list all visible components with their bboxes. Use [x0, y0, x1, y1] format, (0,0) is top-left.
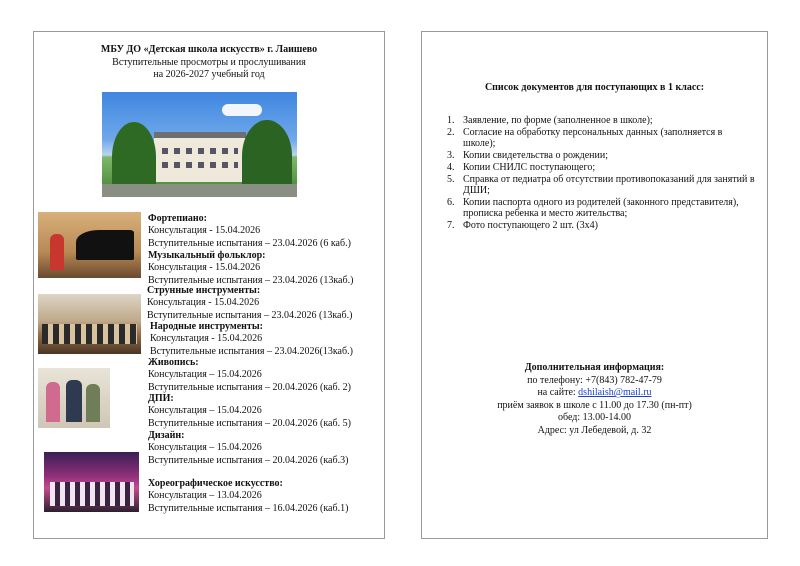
dept-name: Дизайн:	[148, 430, 185, 441]
consultation-line: Консультация - 15.04.2026	[147, 297, 260, 309]
email-link[interactable]: dshilaish@mail.ru	[578, 387, 652, 399]
exam-line: Вступительные испытания – 20.04.2026 (каб.3)	[148, 454, 349, 466]
item-number: 5.	[447, 174, 455, 185]
list-item	[447, 150, 757, 161]
dept-name: Фортепиано:	[148, 213, 207, 224]
dept-folk-music	[148, 250, 353, 287]
right-page	[421, 31, 768, 539]
item-text: Копии СНИЛС поступающего;	[463, 162, 596, 173]
consultation-line: Консультация – 13.04.2026	[148, 490, 262, 502]
list-item	[447, 162, 757, 173]
consultation-line: Консультация - 15.04.2026	[148, 225, 261, 237]
hours-line: приём заявок в школе с 11.00 до 17.30 (пн-пт)	[497, 399, 692, 411]
item-text: Копии свидетельства о рождении;	[463, 150, 608, 161]
info-title: Дополнительная информация:	[524, 362, 665, 373]
dance-stage-photo	[44, 452, 139, 512]
consultation-line: Консультация – 15.04.2026	[148, 442, 262, 454]
item-number: 6.	[447, 197, 455, 208]
dept-name: Струнные инструменты:	[147, 285, 261, 296]
dept-strings	[147, 285, 352, 322]
strings-ensemble-photo	[38, 294, 141, 354]
item-number: 4.	[447, 162, 455, 173]
item-text: Заявление, по форме (заполненное в школе);	[463, 115, 653, 126]
dept-name: Хореографическое искусство:	[148, 478, 283, 489]
dept-name: Живопись:	[148, 357, 199, 368]
documents-list	[447, 115, 757, 232]
dept-design	[148, 430, 348, 467]
documents-title: Список документов для поступающих в 1 класс:	[484, 82, 705, 93]
address-line: Адрес: ул Лебедевой, д. 32	[537, 424, 652, 436]
lunch-line: обед: 13.00-14.00	[558, 412, 631, 424]
dept-painting	[148, 357, 351, 394]
item-text: Справка от педиатра об отсутствии противопоказаний для занятий в ДШИ;	[463, 174, 755, 196]
item-text: Копии паспорта одного из родителей (законного представителя), прописка ребенка и место жительства;	[463, 197, 739, 219]
site-line	[422, 387, 767, 400]
phone-line: по телефону: +7(843) 782-47-79	[527, 374, 662, 386]
left-page	[33, 31, 385, 539]
dept-name: Музыкальный фольклор:	[148, 250, 266, 261]
exam-line: Вступительные испытания – 23.04.2026(13каб.)	[150, 345, 353, 357]
consultation-line: Консультация - 15.04.2026	[148, 262, 261, 274]
item-number: 3.	[447, 150, 455, 161]
school-title: МБУ ДО «Детская школа искусств» г. Лаишево	[100, 44, 318, 55]
dept-choreography	[148, 478, 348, 515]
additional-info	[422, 362, 767, 438]
consultation-line: Консультация – 15.04.2026	[148, 369, 262, 381]
item-text: Согласие на обработку персональных данных (заполняется в школе);	[463, 127, 723, 149]
consultation-line: Консультация – 15.04.2026	[148, 405, 262, 417]
list-item	[447, 115, 757, 126]
site-prefix: на сайте:	[537, 387, 579, 399]
consultation-line: Консультация - 15.04.2026	[150, 333, 263, 345]
dept-piano	[148, 213, 351, 250]
exam-line: Вступительные испытания – 20.04.2026 (каб. 2)	[148, 381, 351, 393]
exam-line: Вступительные испытания – 23.04.2026 (6 каб.)	[148, 237, 351, 249]
piano-photo	[38, 212, 141, 278]
dept-dpi	[148, 393, 351, 430]
header-subtitle: Вступительные просмотры и прослушивания	[112, 56, 306, 68]
school-header	[34, 44, 384, 82]
item-number: 7.	[447, 220, 455, 231]
dept-name: Народные инструменты:	[150, 321, 263, 332]
dept-name: ДПИ:	[148, 393, 174, 404]
exam-line: Вступительные испытания – 20.04.2026 (каб. 5)	[148, 417, 351, 429]
list-item	[447, 174, 757, 196]
item-text: Фото поступающего 2 шт. (3х4)	[463, 220, 599, 231]
item-number: 1.	[447, 115, 455, 126]
dept-folk-instruments	[150, 321, 353, 358]
exam-line: Вступительные испытания – 16.04.2026 (каб.1)	[148, 502, 349, 514]
item-number: 2.	[447, 127, 455, 138]
exam-line: Вступительные испытания – 23.04.2026 (13каб.)	[148, 274, 354, 286]
exam-line: Вступительные испытания – 23.04.2026 (13каб.)	[147, 309, 353, 321]
list-item	[447, 220, 757, 231]
list-item	[447, 127, 757, 149]
list-item	[447, 197, 757, 219]
school-building-photo	[102, 92, 297, 197]
art-students-photo	[38, 368, 110, 428]
header-year: на 2026-2027 учебный год	[153, 69, 265, 80]
